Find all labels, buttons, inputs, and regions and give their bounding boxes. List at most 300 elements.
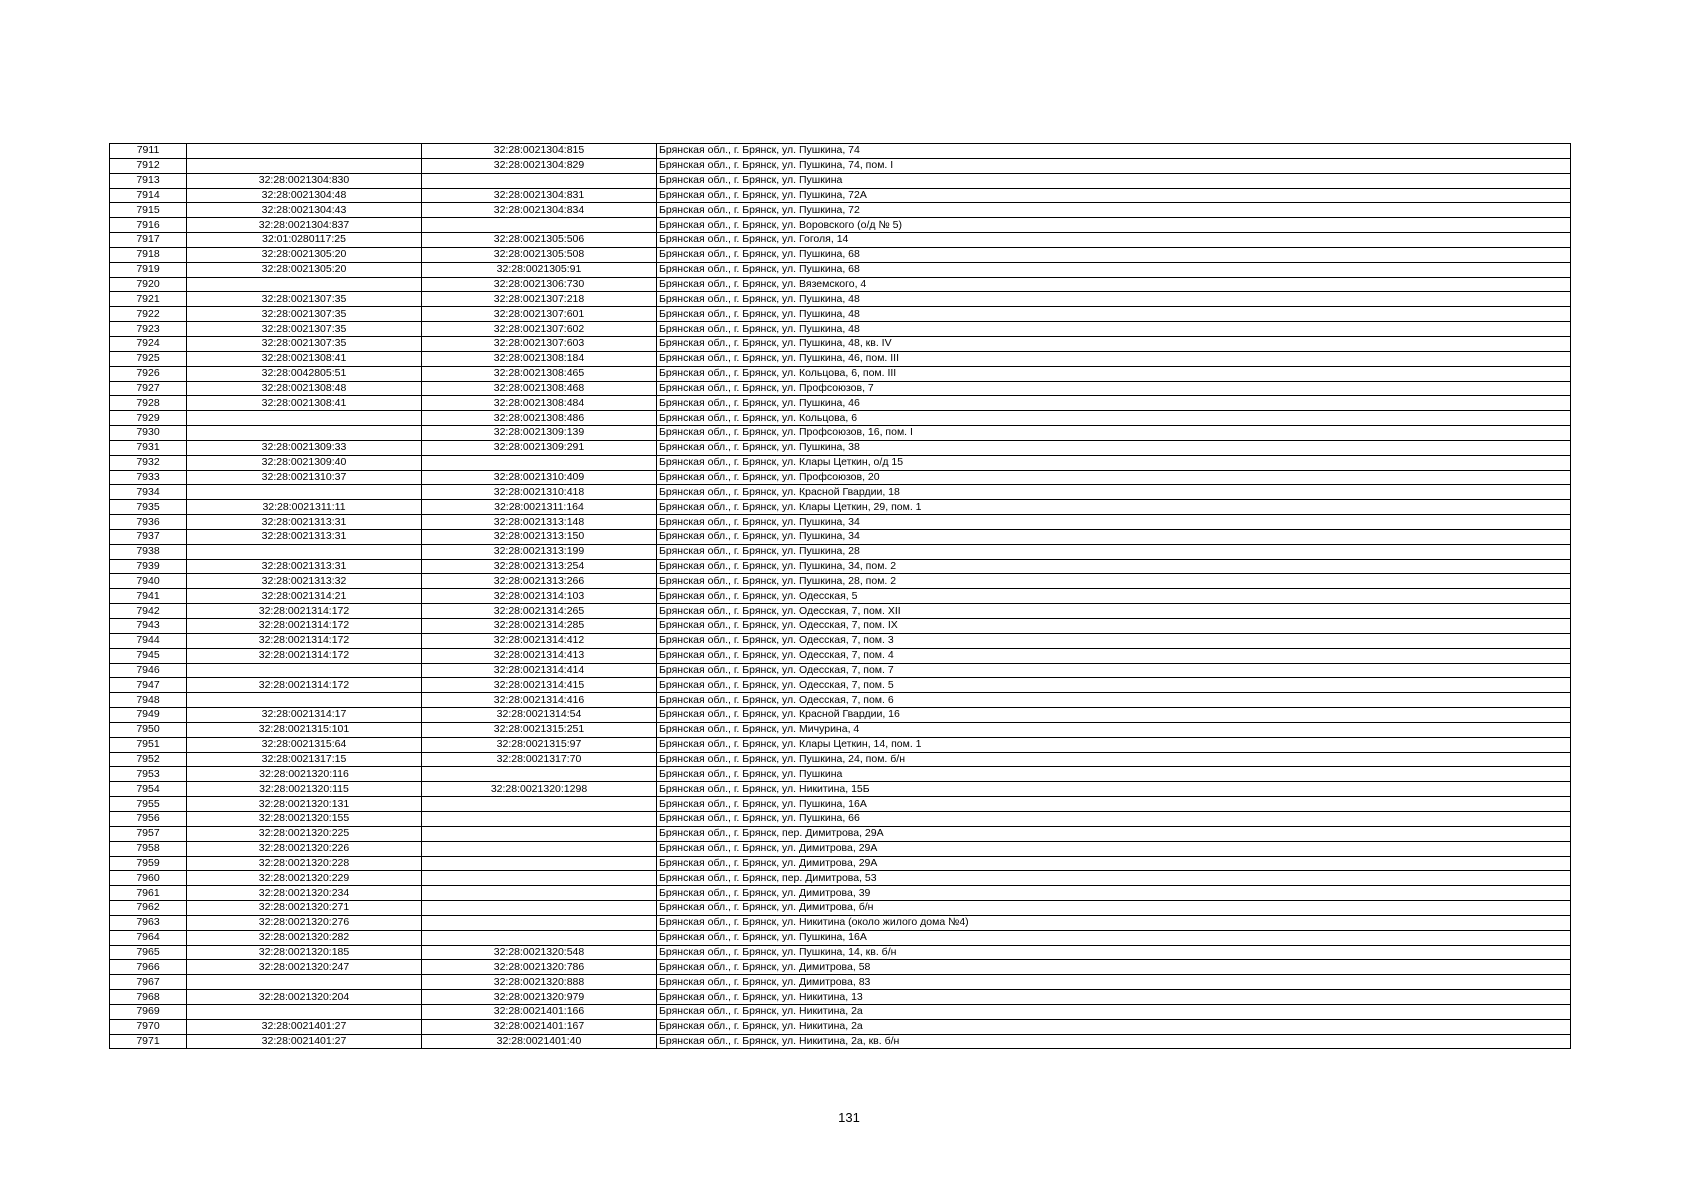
table-row [110,782,1571,797]
parcel-cadastral-number-cell: 32:28:0021314:172 [187,678,422,693]
parcel-cadastral-number-cell: 32:28:0021320:116 [187,767,422,782]
object-cadastral-number-cell: 32:28:0021314:413 [422,648,657,663]
object-cadastral-number-cell: 32:28:0021314:412 [422,633,657,648]
address-cell: Брянская обл., г. Брянск, ул. Никитина, 2а, кв. б/н [657,1034,1571,1049]
address-cell: Брянская обл., г. Брянск, ул. Димитрова, 29А [657,856,1571,871]
parcel-cadastral-number-cell: 32:28:0021304:43 [187,203,422,218]
address-cell: Брянская обл., г. Брянск, ул. Одесская, 7, пом. IX [657,619,1571,634]
object-cadastral-number-cell: 32:28:0021320:888 [422,975,657,990]
row-number-cell: 7961 [110,886,187,901]
address-cell: Брянская обл., г. Брянск, ул. Воровского (о/д № 5) [657,218,1571,233]
row-number-cell: 7959 [110,856,187,871]
table-row [110,396,1571,411]
address-cell: Брянская обл., г. Брянск, ул. Кольцова, 6 [657,411,1571,426]
table-row [110,188,1571,203]
row-number-cell: 7967 [110,975,187,990]
parcel-cadastral-number-cell [187,158,422,173]
address-cell: Брянская обл., г. Брянск, ул. Одесская, 7, пом. 5 [657,678,1571,693]
parcel-cadastral-number-cell: 32:28:0021320:247 [187,960,422,975]
parcel-cadastral-number-cell: 32:28:0021315:64 [187,737,422,752]
address-cell: Брянская обл., г. Брянск, ул. Пушкина, 48 [657,322,1571,337]
parcel-cadastral-number-cell: 32:28:0021305:20 [187,262,422,277]
row-number-cell: 7956 [110,811,187,826]
row-number-cell: 7950 [110,722,187,737]
parcel-cadastral-number-cell: 32:28:0021320:185 [187,945,422,960]
table-row [110,648,1571,663]
object-cadastral-number-cell: 32:28:0021304:831 [422,188,657,203]
address-cell: Брянская обл., г. Брянск, ул. Одесская, 7, пом. 3 [657,633,1571,648]
object-cadastral-number-cell: 32:28:0021313:199 [422,544,657,559]
object-cadastral-number-cell: 32:28:0021306:730 [422,277,657,292]
object-cadastral-number-cell: 32:28:0021314:103 [422,589,657,604]
row-number-cell: 7951 [110,737,187,752]
parcel-cadastral-number-cell: 32:28:0021313:31 [187,529,422,544]
parcel-cadastral-number-cell: 32:28:0021320:204 [187,990,422,1005]
row-number-cell: 7925 [110,351,187,366]
object-cadastral-number-cell [422,886,657,901]
object-cadastral-number-cell [422,871,657,886]
address-cell: Брянская обл., г. Брянск, ул. Пушкина, 48 [657,307,1571,322]
parcel-cadastral-number-cell [187,663,422,678]
table-row [110,574,1571,589]
parcel-cadastral-number-cell: 32:28:0021320:282 [187,930,422,945]
object-cadastral-number-cell: 32:28:0021314:265 [422,604,657,619]
address-cell: Брянская обл., г. Брянск, ул. Профсоюзов, 16, пом. I [657,426,1571,441]
parcel-cadastral-number-cell: 32:28:0021307:35 [187,322,422,337]
row-number-cell: 7962 [110,901,187,916]
address-cell: Брянская обл., г. Брянск, ул. Пушкина [657,767,1571,782]
parcel-cadastral-number-cell: 32:28:0021314:172 [187,604,422,619]
object-cadastral-number-cell: 32:28:0021310:418 [422,485,657,500]
table-row [110,841,1571,856]
address-cell: Брянская обл., г. Брянск, ул. Никитина, 15Б [657,782,1571,797]
parcel-cadastral-number-cell: 32:28:0021311:11 [187,500,422,515]
parcel-cadastral-number-cell: 32:28:0021314:172 [187,619,422,634]
object-cadastral-number-cell: 32:28:0021313:254 [422,559,657,574]
table-row [110,470,1571,485]
object-cadastral-number-cell: 32:28:0021401:166 [422,1004,657,1019]
address-cell: Брянская обл., г. Брянск, ул. Мичурина, 4 [657,722,1571,737]
address-cell: Брянская обл., г. Брянск, ул. Пушкина, 48, кв. IV [657,336,1571,351]
parcel-cadastral-number-cell: 32:28:0021314:172 [187,648,422,663]
parcel-cadastral-number-cell: 32:28:0042805:51 [187,366,422,381]
parcel-cadastral-number-cell: 32:28:0021320:271 [187,901,422,916]
row-number-cell: 7955 [110,797,187,812]
object-cadastral-number-cell [422,218,657,233]
address-cell: Брянская обл., г. Брянск, ул. Никитина, 2а [657,1004,1571,1019]
row-number-cell: 7949 [110,708,187,723]
row-number-cell: 7968 [110,990,187,1005]
object-cadastral-number-cell [422,455,657,470]
table-row [110,262,1571,277]
table-row [110,173,1571,188]
parcel-cadastral-number-cell: 32:28:0021304:830 [187,173,422,188]
row-number-cell: 7960 [110,871,187,886]
row-number-cell: 7946 [110,663,187,678]
row-number-cell: 7970 [110,1019,187,1034]
row-number-cell: 7931 [110,440,187,455]
table-row [110,886,1571,901]
table-row [110,901,1571,916]
parcel-cadastral-number-cell: 32:28:0021320:155 [187,811,422,826]
row-number-cell: 7928 [110,396,187,411]
table-row [110,366,1571,381]
row-number-cell: 7952 [110,752,187,767]
address-cell: Брянская обл., г. Брянск, ул. Никитина, 2а [657,1019,1571,1034]
row-number-cell: 7922 [110,307,187,322]
address-cell: Брянская обл., г. Брянск, ул. Димитрова, 58 [657,960,1571,975]
address-cell: Брянская обл., г. Брянск, ул. Никитина (около жилого дома №4) [657,915,1571,930]
address-cell: Брянская обл., г. Брянск, ул. Димитрова, 39 [657,886,1571,901]
row-number-cell: 7969 [110,1004,187,1019]
address-cell: Брянская обл., г. Брянск, ул. Пушкина, 34 [657,529,1571,544]
table-row [110,826,1571,841]
parcel-cadastral-number-cell: 32:28:0021401:27 [187,1034,422,1049]
row-number-cell: 7958 [110,841,187,856]
table-row [110,930,1571,945]
address-cell: Брянская обл., г. Брянск, ул. Пушкина, 46, пом. III [657,351,1571,366]
object-cadastral-number-cell: 32:28:0021313:150 [422,529,657,544]
parcel-cadastral-number-cell [187,411,422,426]
table-row [110,797,1571,812]
object-cadastral-number-cell: 32:28:0021308:468 [422,381,657,396]
address-cell: Брянская обл., г. Брянск, ул. Пушкина, 46 [657,396,1571,411]
row-number-cell: 7924 [110,336,187,351]
table-row [110,915,1571,930]
table-row [110,619,1571,634]
address-cell: Брянская обл., г. Брянск, ул. Пушкина, 48 [657,292,1571,307]
object-cadastral-number-cell [422,841,657,856]
address-cell: Брянская обл., г. Брянск, ул. Димитрова, 83 [657,975,1571,990]
table-row [110,233,1571,248]
object-cadastral-number-cell: 32:28:0021320:1298 [422,782,657,797]
row-number-cell: 7937 [110,529,187,544]
parcel-cadastral-number-cell: 32:28:0021320:234 [187,886,422,901]
parcel-cadastral-number-cell: 32:28:0021313:32 [187,574,422,589]
parcel-cadastral-number-cell: 32:28:0021313:31 [187,515,422,530]
object-cadastral-number-cell [422,811,657,826]
row-number-cell: 7930 [110,426,187,441]
parcel-cadastral-number-cell [187,485,422,500]
object-cadastral-number-cell: 32:28:0021308:484 [422,396,657,411]
row-number-cell: 7966 [110,960,187,975]
parcel-cadastral-number-cell [187,144,422,159]
address-cell: Брянская обл., г. Брянск, ул. Пушкина, 16А [657,930,1571,945]
cadastral-registry-table [109,143,1571,1049]
address-cell: Брянская обл., г. Брянск, пер. Димитрова, 29А [657,826,1571,841]
row-number-cell: 7944 [110,633,187,648]
address-cell: Брянская обл., г. Брянск, ул. Димитрова, 29А [657,841,1571,856]
row-number-cell: 7943 [110,619,187,634]
parcel-cadastral-number-cell [187,693,422,708]
address-cell: Брянская обл., г. Брянск, ул. Одесская, 7, пом. XII [657,604,1571,619]
object-cadastral-number-cell: 32:28:0021320:548 [422,945,657,960]
object-cadastral-number-cell: 32:28:0021401:167 [422,1019,657,1034]
object-cadastral-number-cell: 32:28:0021307:602 [422,322,657,337]
object-cadastral-number-cell: 32:28:0021320:979 [422,990,657,1005]
table-row [110,500,1571,515]
table-row [110,381,1571,396]
table-row [110,752,1571,767]
object-cadastral-number-cell: 32:28:0021304:829 [422,158,657,173]
table-row [110,544,1571,559]
address-cell: Брянская обл., г. Брянск, ул. Пушкина, 34, пом. 2 [657,559,1571,574]
object-cadastral-number-cell: 32:28:0021308:465 [422,366,657,381]
parcel-cadastral-number-cell: 32:28:0021315:101 [187,722,422,737]
table-row [110,945,1571,960]
row-number-cell: 7941 [110,589,187,604]
parcel-cadastral-number-cell: 32:28:0021308:41 [187,396,422,411]
table-row [110,678,1571,693]
address-cell: Брянская обл., г. Брянск, ул. Пушкина, 72 [657,203,1571,218]
parcel-cadastral-number-cell: 32:28:0021320:276 [187,915,422,930]
table-row [110,158,1571,173]
address-cell: Брянская обл., г. Брянск, ул. Одесская, 5 [657,589,1571,604]
parcel-cadastral-number-cell [187,426,422,441]
object-cadastral-number-cell [422,826,657,841]
row-number-cell: 7954 [110,782,187,797]
row-number-cell: 7935 [110,500,187,515]
parcel-cadastral-number-cell: 32:28:0021309:33 [187,440,422,455]
table-row [110,426,1571,441]
table-row [110,247,1571,262]
row-number-cell: 7965 [110,945,187,960]
object-cadastral-number-cell: 32:28:0021311:164 [422,500,657,515]
object-cadastral-number-cell: 32:28:0021307:218 [422,292,657,307]
row-number-cell: 7971 [110,1034,187,1049]
object-cadastral-number-cell: 32:28:0021314:415 [422,678,657,693]
row-number-cell: 7919 [110,262,187,277]
table-row [110,990,1571,1005]
object-cadastral-number-cell: 32:28:0021315:251 [422,722,657,737]
address-cell: Брянская обл., г. Брянск, ул. Вяземского, 4 [657,277,1571,292]
table-row [110,515,1571,530]
row-number-cell: 7911 [110,144,187,159]
row-number-cell: 7912 [110,158,187,173]
table-row [110,663,1571,678]
row-number-cell: 7963 [110,915,187,930]
table-row [110,960,1571,975]
row-number-cell: 7916 [110,218,187,233]
table-row [110,737,1571,752]
object-cadastral-number-cell: 32:28:0021304:834 [422,203,657,218]
parcel-cadastral-number-cell: 32:28:0021320:131 [187,797,422,812]
table-row [110,307,1571,322]
row-number-cell: 7933 [110,470,187,485]
table-row [110,1004,1571,1019]
object-cadastral-number-cell: 32:28:0021320:786 [422,960,657,975]
address-cell: Брянская обл., г. Брянск, ул. Красной Гвардии, 18 [657,485,1571,500]
table-row [110,351,1571,366]
table-row [110,322,1571,337]
row-number-cell: 7917 [110,233,187,248]
row-number-cell: 7926 [110,366,187,381]
table-row [110,440,1571,455]
parcel-cadastral-number-cell: 32:28:0021320:226 [187,841,422,856]
parcel-cadastral-number-cell: 32:28:0021320:115 [187,782,422,797]
object-cadastral-number-cell [422,915,657,930]
object-cadastral-number-cell: 32:28:0021308:486 [422,411,657,426]
table-row [110,411,1571,426]
parcel-cadastral-number-cell: 32:28:0021401:27 [187,1019,422,1034]
address-cell: Брянская обл., г. Брянск, пер. Димитрова, 53 [657,871,1571,886]
address-cell: Брянская обл., г. Брянск, ул. Димитрова, б/н [657,901,1571,916]
address-cell: Брянская обл., г. Брянск, ул. Клары Цеткин, 14, пом. 1 [657,737,1571,752]
parcel-cadastral-number-cell: 32:28:0021313:31 [187,559,422,574]
address-cell: Брянская обл., г. Брянск, ул. Одесская, 7, пом. 4 [657,648,1571,663]
object-cadastral-number-cell: 32:28:0021310:409 [422,470,657,485]
object-cadastral-number-cell: 32:28:0021307:603 [422,336,657,351]
parcel-cadastral-number-cell: 32:28:0021320:229 [187,871,422,886]
address-cell: Брянская обл., г. Брянск, ул. Профсоюзов, 7 [657,381,1571,396]
object-cadastral-number-cell: 32:28:0021309:139 [422,426,657,441]
table-row [110,811,1571,826]
parcel-cadastral-number-cell: 32:28:0021310:37 [187,470,422,485]
address-cell: Брянская обл., г. Брянск, ул. Пушкина, 24, пом. б/н [657,752,1571,767]
row-number-cell: 7938 [110,544,187,559]
table-row [110,1019,1571,1034]
object-cadastral-number-cell: 32:28:0021309:291 [422,440,657,455]
parcel-cadastral-number-cell: 32:28:0021304:837 [187,218,422,233]
parcel-cadastral-number-cell [187,544,422,559]
row-number-cell: 7929 [110,411,187,426]
address-cell: Брянская обл., г. Брянск, ул. Никитина, 13 [657,990,1571,1005]
address-cell: Брянская обл., г. Брянск, ул. Красной Гвардии, 16 [657,708,1571,723]
row-number-cell: 7921 [110,292,187,307]
address-cell: Брянская обл., г. Брянск, ул. Пушкина, 14, кв. б/н [657,945,1571,960]
address-cell: Брянская обл., г. Брянск, ул. Пушкина, 72А [657,188,1571,203]
address-cell: Брянская обл., г. Брянск, ул. Одесская, 7, пом. 7 [657,663,1571,678]
address-cell: Брянская обл., г. Брянск, ул. Пушкина, 28, пом. 2 [657,574,1571,589]
row-number-cell: 7934 [110,485,187,500]
table-row [110,604,1571,619]
address-cell: Брянская обл., г. Брянск, ул. Клары Цеткин, о/д 15 [657,455,1571,470]
address-cell: Брянская обл., г. Брянск, ул. Пушкина [657,173,1571,188]
table-row [110,203,1571,218]
table-row [110,871,1571,886]
table-row [110,529,1571,544]
table-row [110,856,1571,871]
parcel-cadastral-number-cell: 32:28:0021307:35 [187,336,422,351]
parcel-cadastral-number-cell: 32:28:0021307:35 [187,307,422,322]
row-number-cell: 7942 [110,604,187,619]
address-cell: Брянская обл., г. Брянск, ул. Клары Цеткин, 29, пом. 1 [657,500,1571,515]
row-number-cell: 7953 [110,767,187,782]
address-cell: Брянская обл., г. Брянск, ул. Пушкина, 74 [657,144,1571,159]
table-row [110,693,1571,708]
parcel-cadastral-number-cell: 32:28:0021320:225 [187,826,422,841]
object-cadastral-number-cell: 32:28:0021314:416 [422,693,657,708]
parcel-cadastral-number-cell: 32:28:0021305:20 [187,247,422,262]
parcel-cadastral-number-cell: 32:01:0280117:25 [187,233,422,248]
object-cadastral-number-cell: 32:28:0021314:285 [422,619,657,634]
table-row [110,455,1571,470]
object-cadastral-number-cell [422,173,657,188]
row-number-cell: 7939 [110,559,187,574]
parcel-cadastral-number-cell: 32:28:0021308:41 [187,351,422,366]
address-cell: Брянская обл., г. Брянск, ул. Пушкина, 28 [657,544,1571,559]
object-cadastral-number-cell [422,930,657,945]
parcel-cadastral-number-cell: 32:28:0021307:35 [187,292,422,307]
object-cadastral-number-cell: 32:28:0021313:266 [422,574,657,589]
object-cadastral-number-cell: 32:28:0021315:97 [422,737,657,752]
address-cell: Брянская обл., г. Брянск, ул. Пушкина, 68 [657,247,1571,262]
row-number-cell: 7914 [110,188,187,203]
table-row [110,277,1571,292]
object-cadastral-number-cell: 32:28:0021305:508 [422,247,657,262]
table-row [110,975,1571,990]
address-cell: Брянская обл., г. Брянск, ул. Профсоюзов, 20 [657,470,1571,485]
parcel-cadastral-number-cell: 32:28:0021314:17 [187,708,422,723]
parcel-cadastral-number-cell: 32:28:0021317:15 [187,752,422,767]
row-number-cell: 7913 [110,173,187,188]
object-cadastral-number-cell: 32:28:0021308:184 [422,351,657,366]
table-row [110,767,1571,782]
object-cadastral-number-cell [422,767,657,782]
parcel-cadastral-number-cell: 32:28:0021309:40 [187,455,422,470]
row-number-cell: 7964 [110,930,187,945]
object-cadastral-number-cell: 32:28:0021305:91 [422,262,657,277]
parcel-cadastral-number-cell: 32:28:0021314:172 [187,633,422,648]
row-number-cell: 7927 [110,381,187,396]
object-cadastral-number-cell: 32:28:0021317:70 [422,752,657,767]
object-cadastral-number-cell: 32:28:0021314:54 [422,708,657,723]
parcel-cadastral-number-cell [187,277,422,292]
address-cell: Брянская обл., г. Брянск, ул. Гоголя, 14 [657,233,1571,248]
address-cell: Брянская обл., г. Брянск, ул. Пушкина, 66 [657,811,1571,826]
row-number-cell: 7918 [110,247,187,262]
address-cell: Брянская обл., г. Брянск, ул. Пушкина, 74, пом. I [657,158,1571,173]
table-row [110,144,1571,159]
parcel-cadastral-number-cell [187,975,422,990]
object-cadastral-number-cell [422,856,657,871]
address-cell: Брянская обл., г. Брянск, ул. Пушкина, 16А [657,797,1571,812]
address-cell: Брянская обл., г. Брянск, ул. Пушкина, 68 [657,262,1571,277]
table-row [110,485,1571,500]
row-number-cell: 7932 [110,455,187,470]
row-number-cell: 7948 [110,693,187,708]
parcel-cadastral-number-cell [187,1004,422,1019]
address-cell: Брянская обл., г. Брянск, ул. Одесская, 7, пом. 6 [657,693,1571,708]
page-number: 131 [838,1110,860,1125]
row-number-cell: 7923 [110,322,187,337]
object-cadastral-number-cell: 32:28:0021307:601 [422,307,657,322]
row-number-cell: 7940 [110,574,187,589]
table-row [110,1034,1571,1049]
object-cadastral-number-cell: 32:28:0021305:506 [422,233,657,248]
table-row [110,218,1571,233]
row-number-cell: 7920 [110,277,187,292]
parcel-cadastral-number-cell: 32:28:0021314:21 [187,589,422,604]
address-cell: Брянская обл., г. Брянск, ул. Пушкина, 34 [657,515,1571,530]
object-cadastral-number-cell: 32:28:0021313:148 [422,515,657,530]
parcel-cadastral-number-cell: 32:28:0021308:48 [187,381,422,396]
object-cadastral-number-cell: 32:28:0021401:40 [422,1034,657,1049]
row-number-cell: 7947 [110,678,187,693]
object-cadastral-number-cell: 32:28:0021304:815 [422,144,657,159]
row-number-cell: 7957 [110,826,187,841]
parcel-cadastral-number-cell: 32:28:0021304:48 [187,188,422,203]
table-row [110,589,1571,604]
table-row [110,292,1571,307]
table-row [110,722,1571,737]
object-cadastral-number-cell [422,901,657,916]
table-row [110,633,1571,648]
parcel-cadastral-number-cell: 32:28:0021320:228 [187,856,422,871]
table-row [110,559,1571,574]
row-number-cell: 7936 [110,515,187,530]
row-number-cell: 7915 [110,203,187,218]
